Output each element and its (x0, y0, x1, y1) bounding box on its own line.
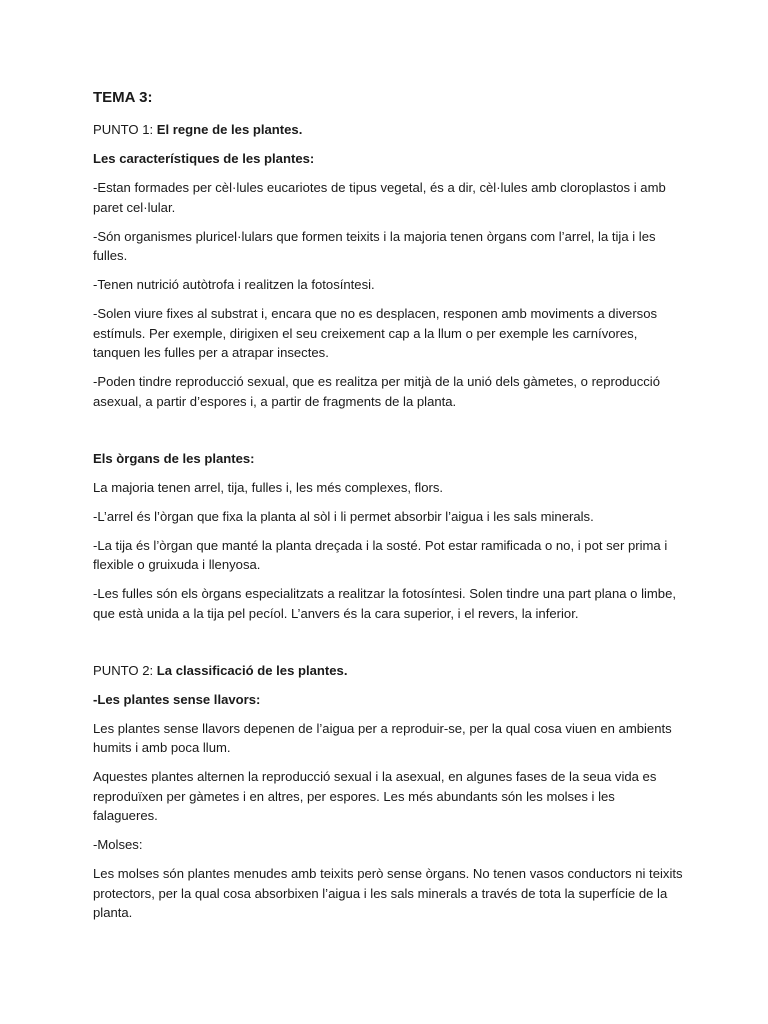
sense-llavors-paragraph: Les plantes sense llavors depenen de l’aigua per a reproduir-se, per la qual cosa viuen en ambients humits i amb poca llum. (93, 720, 672, 755)
caracteristiques-paragraph: -Solen viure fixes al substrat i, encara que no es desplacen, responen amb moviments a diversos estímuls. Per exemple, dirigixen el seu creixement cap a la llum o per exemple les carnívores, tanquen les fulles per a atrapar insectes. (93, 306, 658, 360)
caracteristiques-paragraph: -Estan formades per cèl·lules eucariotes de tipus vegetal, és a dir, cèl·lules amb cloroplastos i amb paret cel·lular. (93, 180, 666, 215)
organs-paragraph: -La tija és l’òrgan que manté la planta dreçada i la sosté. Pot estar ramificada o no, i pot ser prima i flexible o gruixuda i llenyosa. (93, 537, 668, 572)
punto1-heading (93, 120, 683, 140)
sense-llavors-paragraph: Aquestes plantes alternen la reproducció sexual i la asexual, en algunes fases de la seua vida es reproduïxen per gàmetes i en altres, per espores. Les més abundants són les molses i les falagueres. (93, 769, 657, 823)
molses-heading: -Molses: (93, 837, 143, 852)
organs-paragraph: La majoria tenen arrel, tija, fulles i, les més complexes, flors. (93, 479, 444, 495)
section-spacer (93, 633, 683, 661)
punto2-heading (93, 661, 683, 681)
caracteristiques-paragraph: -Són organismes pluricel·lulars que formen teixits i la majoria tenen òrgans com l’arrel, la tija i les fulles. (93, 228, 656, 263)
organs-paragraph: -Les fulles són els òrgans especialitzats a realitzar la fotosíntesi. Solen tindre una part plana o limbe, que està unida a la tija pel pecíol. L’anvers és la cara superior, i el revers, la inferior. (93, 586, 676, 621)
punto1-label: PUNTO 1: (93, 122, 157, 137)
caracteristiques-heading: Les característiques de les plantes: (93, 151, 315, 166)
organs-heading: Els òrgans de les plantes: (93, 450, 255, 466)
document-title: TEMA 3: (93, 89, 153, 106)
molses-paragraph: Les molses són plantes menudes amb teixits però sense òrgans. No tenen vasos conductors ni teixits protectors, per la qual cosa absorbixen l’aigua i les sals minerals a través de tota la superfície de la planta. (93, 866, 683, 920)
caracteristiques-paragraph: -Tenen nutrició autòtrofa i realitzen la fotosíntesi. (93, 277, 375, 292)
punto1-title: El regne de les plantes. (156, 122, 303, 137)
document-page (93, 88, 683, 932)
sense-llavors-heading: -Les plantes sense llavors: (93, 691, 261, 707)
section-spacer (93, 421, 683, 449)
organs-paragraph: -L’arrel és l’òrgan que fixa la planta al sòl i li permet absorbir l’aigua i les sals minerals. (93, 508, 594, 524)
punto2-label: PUNTO 2: (93, 662, 157, 678)
caracteristiques-paragraph: -Poden tindre reproducció sexual, que es realitza per mitjà de la unió dels gàmetes, o reproducció asexual, a partir d’espores i, a partir de fragments de la planta. (93, 374, 660, 409)
punto2-title: La classificació de les plantes. (156, 662, 348, 678)
